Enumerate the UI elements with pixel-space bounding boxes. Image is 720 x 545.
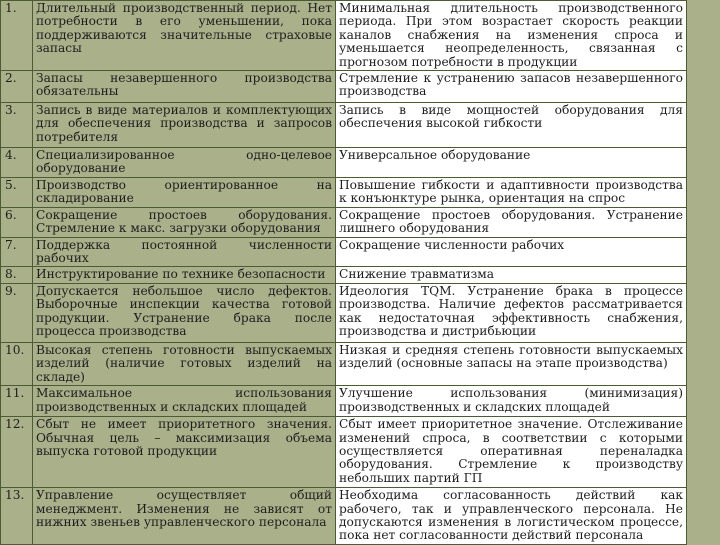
row-number: 7. bbox=[1, 237, 33, 267]
traditional-approach-cell: Управление осуществляет общий менеджмент. Изменения не зависят от нижних звеньев управленческого персонала bbox=[33, 488, 336, 545]
logistics-approach-cell: Повышение гибкости и адаптивности производства к конъюнктуре рынка, ориентация на спрос bbox=[336, 177, 687, 207]
row-number: 2. bbox=[1, 71, 33, 103]
table-row bbox=[1, 1, 687, 71]
logistics-approach-cell: Снижение травматизма bbox=[336, 267, 687, 283]
traditional-approach-cell: Сбыт не имеет приоритетного значения. Обычная цель – максимизация объема выпуска готовой продукции bbox=[33, 417, 336, 488]
logistics-approach-cell: Улучшение использования (минимизация) производственных и складских площадей bbox=[336, 386, 687, 417]
table-row bbox=[1, 488, 687, 545]
logistics-approach-cell: Сокращение простоев оборудования. Устранение лишнего оборудования bbox=[336, 207, 687, 237]
logistics-approach-cell: Минимальная длительность производственного периода. При этом возрастает скорость реакции каналов снабжения на изменения спроса и уменьшается неопределенность, связанная с прогнозом потребности в продукции bbox=[336, 1, 687, 71]
table-row bbox=[1, 386, 687, 417]
logistics-approach-cell: Низкая и средняя степень готовности выпускаемых изделий (основные запасы на этапе производства) bbox=[336, 342, 687, 385]
logistics-approach-cell: Идеология TQM. Устранение брака в процессе производства. Наличие дефектов рассматривается как недостаточная эффективность снабжения, производства и дистрибьюции bbox=[336, 283, 687, 342]
table-row bbox=[1, 417, 687, 488]
logistics-approach-cell: Стремление к устранению запасов незавершенного производства bbox=[336, 71, 687, 103]
row-number: 10. bbox=[1, 342, 33, 385]
row-number: 3. bbox=[1, 103, 33, 148]
traditional-approach-cell: Запись в виде материалов и комплектующих для обеспечения производства и запросов потребителя bbox=[33, 103, 336, 148]
row-number: 13. bbox=[1, 488, 33, 545]
row-number: 1. bbox=[1, 1, 33, 71]
traditional-approach-cell: Допускается небольшое число дефектов. Выборочные инспекции качества готовой продукции. Устранение брака после процесса производства bbox=[33, 283, 336, 342]
traditional-approach-cell: Запасы незавершенного производства обязательны bbox=[33, 71, 336, 103]
traditional-approach-cell: Максимальное использования производственных и складских площадей bbox=[33, 386, 336, 417]
logistics-approach-cell: Запись в виде мощностей оборудования для обеспечения высокой гибкости bbox=[336, 103, 687, 148]
traditional-approach-cell: Длительный производственный период. Нет потребности в его уменьшении, пока поддерживаются значительные страховые запасы bbox=[33, 1, 336, 71]
table-row bbox=[1, 148, 687, 178]
logistics-approach-cell: Сбыт имеет приоритетное значение. Отслеживание изменений спроса, в соответствии с которыми осуществляется оперативная переналадка оборудования. Стремление к производству небольших партий ГП bbox=[336, 417, 687, 488]
table-row bbox=[1, 283, 687, 342]
table-row bbox=[1, 237, 687, 267]
traditional-approach-cell: Поддержка постоянной численности рабочих bbox=[33, 237, 336, 267]
table-row bbox=[1, 103, 687, 148]
row-number: 6. bbox=[1, 207, 33, 237]
traditional-approach-cell: Производство ориентированное на складирование bbox=[33, 177, 336, 207]
logistics-approach-cell: Универсальное оборудование bbox=[336, 148, 687, 178]
traditional-approach-cell: Специализированное одно-целевое оборудование bbox=[33, 148, 336, 178]
traditional-approach-cell: Высокая степень готовности выпускаемых изделий (наличие готовых изделий на складе) bbox=[33, 342, 336, 385]
logistics-approach-cell: Необходима согласованность действий как рабочего, так и управленческого персонала. Не допускаются изменения в логистическом процессе, пока нет согласованности действий персонала bbox=[336, 488, 687, 545]
table-row bbox=[1, 177, 687, 207]
table-row bbox=[1, 267, 687, 283]
row-number: 8. bbox=[1, 267, 33, 283]
row-number: 12. bbox=[1, 417, 33, 488]
row-number: 11. bbox=[1, 386, 33, 417]
logistics-approach-cell: Сокращение численности рабочих bbox=[336, 237, 687, 267]
table-row bbox=[1, 71, 687, 103]
row-number: 9. bbox=[1, 283, 33, 342]
row-number: 5. bbox=[1, 177, 33, 207]
table-row bbox=[1, 207, 687, 237]
traditional-approach-cell: Инструктирование по технике безопасности bbox=[33, 267, 336, 283]
traditional-approach-cell: Сокращение простоев оборудования. Стремление к макс. загрузки оборудования bbox=[33, 207, 336, 237]
row-number: 4. bbox=[1, 148, 33, 178]
table-row bbox=[1, 342, 687, 385]
